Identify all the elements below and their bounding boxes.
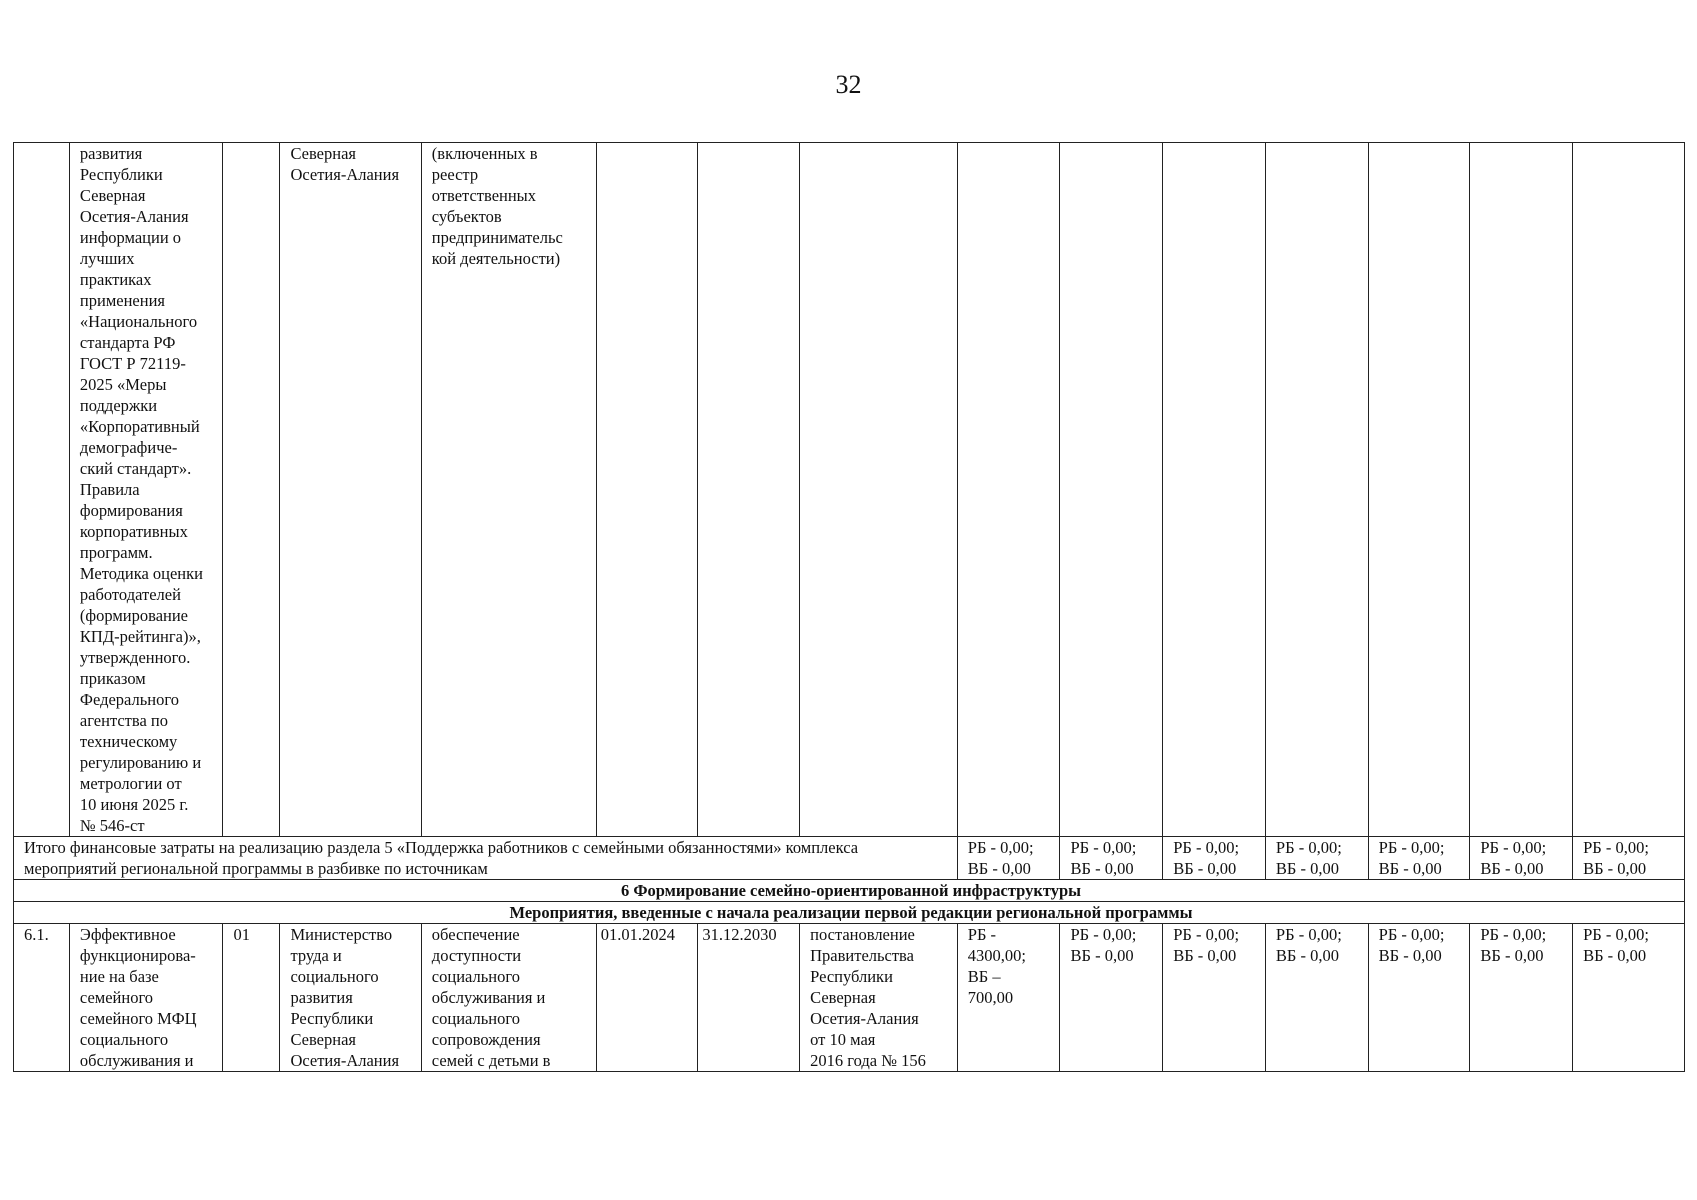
cell-text-line: Республики (290, 1009, 374, 1028)
cell-text-line: Северная (79, 186, 146, 205)
total-amount-cell (1573, 837, 1685, 880)
cell-text-line: Северная (290, 144, 356, 163)
cell-text-line: информации о (79, 228, 182, 247)
cont-empty-cell (800, 143, 958, 837)
cell-text-line: ние на базе (79, 967, 159, 986)
cell-text-line: «Корпоративный (79, 417, 200, 436)
cont-num-cell (14, 143, 70, 837)
cell-text-line: труда и (290, 946, 342, 965)
cell-text-line: РБ - 0,00; (1480, 925, 1547, 944)
cell-text-line: метрологии от (79, 774, 182, 793)
cell-text-line: ГОСТ Р 72119- (79, 354, 186, 373)
cell-text-line: РБ - 0,00; (967, 838, 1034, 857)
cell-text-line: РБ - 0,00; (1173, 838, 1240, 857)
page-number: 32 (835, 70, 862, 99)
cell-text-line: 4300,00; (967, 946, 1026, 965)
cell-text-line: лучших (79, 249, 135, 268)
cell-text-line: ответственных (431, 186, 537, 205)
total-label-cell (14, 837, 958, 880)
cell-text-line: Итого финансовые затраты на реализацию раздела 5 «Поддержка работников с семейными обязанностями» комплекса (24, 838, 859, 857)
cell-text-line: приказом (79, 669, 146, 688)
cell-text-line: постановление (810, 925, 915, 944)
cell-text-line: 700,00 (967, 988, 1014, 1007)
cell-text-line: практиках (79, 270, 152, 289)
cell-text-line: 2016 года № 156 (810, 1051, 926, 1070)
cell-text-line: ВБ - 0,00 (1480, 859, 1544, 878)
cont-result-cell (421, 143, 596, 837)
cell-text-line: кой деятельности) (431, 249, 561, 268)
cell-text-line: РБ - 0,00; (1070, 925, 1137, 944)
cell-text-line: мероприятий региональной программы в разбивке по источникам (24, 859, 488, 878)
total-amount-cell (1368, 837, 1470, 880)
cell-text-line: Правительства (810, 946, 914, 965)
cell-text-line: «Национального (79, 312, 198, 331)
cell-text-line: сопровождения (431, 1030, 541, 1049)
total-row (14, 837, 1685, 880)
cell-text-line: утвержденного. (79, 648, 191, 667)
total-amount-cell (1265, 837, 1368, 880)
cell-text-line: РБ - 0,00; (1378, 838, 1445, 857)
cell-text-line: обслуживания и (79, 1051, 194, 1070)
cont-empty-cell (596, 143, 698, 837)
table-row-6-1 (14, 924, 1685, 1072)
total-amount-cell (1163, 837, 1266, 880)
executor-cell (280, 924, 421, 1072)
cell-text-line: от 10 мая (810, 1030, 876, 1049)
cell-text-line: (включенных в (431, 144, 538, 163)
cont-empty-cell (1368, 143, 1470, 837)
subsection-title-row (14, 902, 1685, 924)
cell-text-line: ВБ - 0,00 (1275, 946, 1340, 965)
cell-text-line: Северная (810, 988, 876, 1007)
cell-text-line: поддержки (79, 396, 158, 415)
cell-text-line: предпринимательс (431, 228, 563, 247)
amount-cell (1163, 924, 1266, 1072)
cell-text-line: ВБ - 0,00 (1070, 859, 1134, 878)
cell-text-line: РБ - 0,00; (1378, 925, 1445, 944)
section-title-row (14, 880, 1685, 902)
amount-cell (1470, 924, 1573, 1072)
cell-text-line: развития (79, 144, 143, 163)
total-amount-cell (1470, 837, 1573, 880)
section-title: 6 Формирование семейно-ориентированной инфраструктуры (14, 880, 1685, 902)
cell-text-line: Осетия-Алания (810, 1009, 919, 1028)
cell-text-line: ВБ - 0,00 (1070, 946, 1134, 965)
cell-text-line: функционирова- (79, 946, 196, 965)
row-number-cell: 6.1. (14, 924, 70, 1072)
cell-text-line: Осетия-Алания (290, 1051, 400, 1070)
cell-text-line: техническому (79, 732, 178, 751)
code-cell: 01 (223, 924, 280, 1072)
total-amount-cell (957, 837, 1060, 880)
end-date-cell: 31.12.2030 (698, 924, 800, 1072)
cell-text-line: РБ - 0,00; (1173, 925, 1240, 944)
cell-text-line: Методика оценки (79, 564, 203, 583)
cell-text-line: агентства по (79, 711, 168, 730)
cell-text-line: РБ - 0,00; (1583, 838, 1649, 857)
cell-text-line: КПД-рейтинга)», (79, 627, 201, 646)
cell-text-line: семей с детьми в (431, 1051, 551, 1070)
cell-text-line: регулированию и (79, 753, 202, 772)
cell-text-line: 2025 «Меры (79, 375, 167, 394)
cell-text-line: формирования (79, 501, 183, 520)
cell-text-line: ВБ – (967, 967, 1001, 986)
cont-empty-cell (1163, 143, 1266, 837)
cont-empty-cell (1060, 143, 1163, 837)
cont-empty-cell (698, 143, 800, 837)
cell-text-line: доступности (431, 946, 522, 965)
cell-text-line: работодателей (79, 585, 181, 604)
cont-executor-cell (280, 143, 421, 837)
cell-text-line: демографиче- (79, 438, 178, 457)
cell-text-line: обеспечение (431, 925, 520, 944)
cell-text-line: социального (431, 1009, 520, 1028)
cell-text-line: развития (290, 988, 353, 1007)
cell-text-line: Правила (79, 480, 140, 499)
cell-text-line: социального (431, 967, 520, 986)
cell-text-line: Осетия-Алания (79, 207, 189, 226)
cell-text-line: применения (79, 291, 165, 310)
cell-text-line: Республики (810, 967, 893, 986)
cell-text-line: РБ - 0,00; (1583, 925, 1649, 944)
cell-text-line: социального (290, 967, 379, 986)
cell-text-line: корпоративных (79, 522, 188, 541)
amount-cell (957, 924, 1060, 1072)
cell-text-line: ВБ - 0,00 (1173, 859, 1237, 878)
cell-text-line: Министерство (290, 925, 393, 944)
cont-empty-cell (1470, 143, 1573, 837)
cell-text-line: РБ - 0,00; (1480, 838, 1547, 857)
subsection-title: Мероприятия, введенные с начала реализации первой редакции региональной программы (14, 902, 1685, 924)
cell-text-line: субъектов (431, 207, 502, 226)
cell-text-line: программ. (79, 543, 153, 562)
cont-empty-cell (1573, 143, 1685, 837)
total-amount-cell (1060, 837, 1163, 880)
cell-text-line: обслуживания и (431, 988, 546, 1007)
cell-text-line: РБ - 0,00; (1070, 838, 1137, 857)
cell-text-line: РБ - 0,00; (1275, 925, 1342, 944)
cell-text-line: Северная (290, 1030, 356, 1049)
cell-text-line: семейного МФЦ (79, 1009, 197, 1028)
result-cell (421, 924, 596, 1072)
cont-code-cell (223, 143, 280, 837)
cell-text-line: ВБ - 0,00 (1378, 946, 1442, 965)
amount-cell (1265, 924, 1368, 1072)
cell-text-line: Осетия-Алания (290, 165, 400, 184)
document-cell (800, 924, 958, 1072)
cont-name-cell (69, 143, 223, 837)
cell-text-line: ВБ - 0,00 (967, 859, 1031, 878)
measure-name-cell (69, 924, 223, 1072)
cell-text-line: стандарта РФ (79, 333, 176, 352)
program-table (13, 142, 1685, 1072)
cell-text-line: социального (79, 1030, 169, 1049)
cell-text-line: ВБ - 0,00 (1583, 946, 1647, 965)
cont-empty-cell (1265, 143, 1368, 837)
cell-text-line: Федерального (79, 690, 179, 709)
cell-text-line: РБ - 0,00; (1275, 838, 1342, 857)
cell-text-line: ВБ - 0,00 (1275, 859, 1340, 878)
start-date-cell: 01.01.2024 (596, 924, 698, 1072)
cell-text-line: № 546-ст (79, 816, 145, 835)
cell-text-line: реестр (431, 165, 479, 184)
amount-cell (1060, 924, 1163, 1072)
cell-text-line: ВБ - 0,00 (1173, 946, 1237, 965)
cell-text-line: ВБ - 0,00 (1583, 859, 1647, 878)
cell-text-line: 10 июня 2025 г. (79, 795, 189, 814)
cell-text-line: семейного (79, 988, 154, 1007)
cell-text-line: ВБ - 0,00 (1378, 859, 1442, 878)
cell-text-line: Эффективное (79, 925, 176, 944)
amount-cell (1573, 924, 1685, 1072)
cont-empty-cell (957, 143, 1060, 837)
continuation-row (14, 143, 1685, 837)
cell-text-line: Республики (79, 165, 163, 184)
cell-text-line: (формирование (79, 606, 189, 625)
cell-text-line: ский стандарт». (79, 459, 192, 478)
amount-cell (1368, 924, 1470, 1072)
cell-text-line: РБ - (967, 925, 997, 944)
cell-text-line: ВБ - 0,00 (1480, 946, 1544, 965)
